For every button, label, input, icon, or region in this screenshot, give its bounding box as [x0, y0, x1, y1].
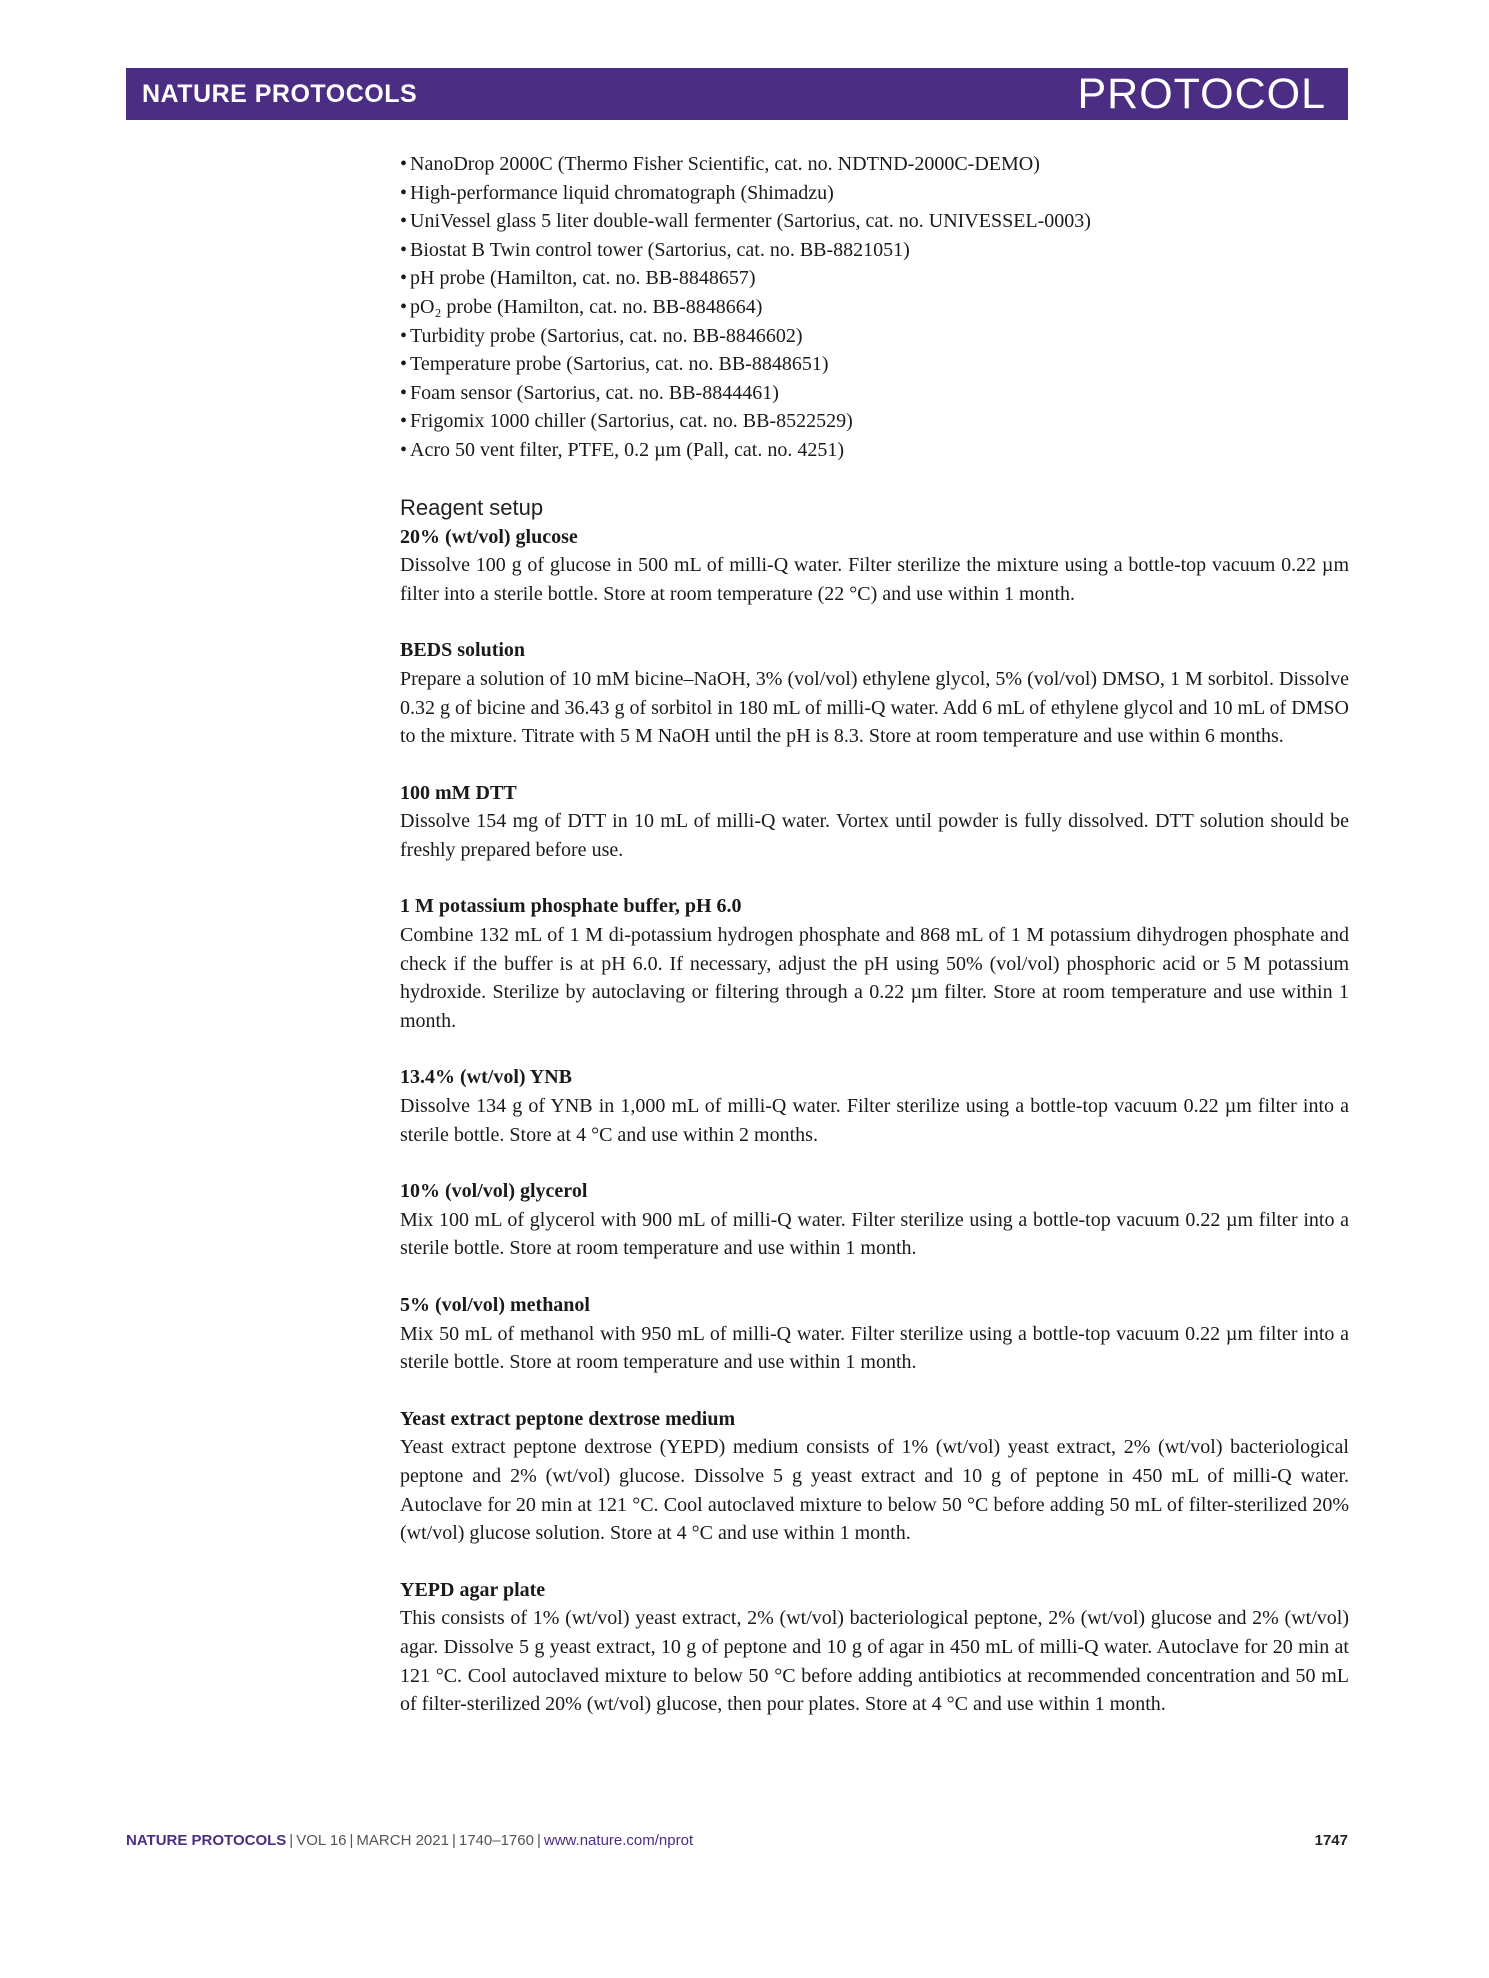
journal-name: NATURE PROTOCOLS — [142, 80, 418, 108]
header-bar — [126, 68, 1348, 120]
list-item: • pH probe (Hamilton, cat. no. BB-8848657) — [400, 267, 756, 290]
reagent-body: Mix 100 mL of glycerol with 900 mL of milli-Q water. Filter sterilize using a bottle-top vacuum 0.22 µm filter into a sterile bottle. Store at room temperature and use within 1 month. — [400, 1208, 1349, 1260]
reagent-body: Combine 132 mL of 1 M di-potassium hydrogen phosphate and 868 mL of 1 M potassium dihydrogen phosphate and check if the buffer is at pH 6.0. If necessary, adjust the pH using 50% (vol/vol) phosphoric acid or 5 M potassium hydroxide. Sterilize by autoclaving or filtering through a 0.22 µm filter. Store at room temperature and use within 1 month. — [400, 924, 1349, 1032]
footer-journal: NATURE PROTOCOLS — [126, 1832, 287, 1849]
list-item: • High-performance liquid chromatograph (Shimadzu) — [400, 181, 834, 204]
page-footer: NATURE PROTOCOLS | VOL 16 | MARCH 2021 | 1740–1760 | www.nature.com/nprot 1747 — [126, 1832, 1348, 1849]
main-content — [400, 150, 1349, 1747]
reagent-entry — [400, 636, 1349, 750]
reagent-title: 20% (wt/vol) glucose — [400, 525, 578, 548]
list-item: • UniVessel glass 5 liter double-wall fermenter (Sartorius, cat. no. UNIVESSEL-0003) — [400, 210, 1091, 233]
reagent-entry — [400, 779, 1349, 865]
list-item: • Foam sensor (Sartorius, cat. no. BB-8844461) — [400, 381, 779, 404]
list-item: • Turbidity probe (Sartorius, cat. no. BB-8846602) — [400, 324, 803, 347]
reagent-body: This consists of 1% (wt/vol) yeast extract, 2% (wt/vol) bacteriological peptone, 2% (wt/vol) glucose and 2% (wt/vol) agar. Dissolve 5 g yeast extract, 10 g of peptone and 10 g of agar in 450 mL of milli-Q water. Autoclave for 20 min at 121 °C. Cool autoclaved mixture to below 50 °C before adding antibiotics at recommended concentration and 50 mL of filter-sterilized 20% (wt/vol) glucose, then pour plates. Store at 4 °C and use within 1 month. — [400, 1607, 1349, 1716]
reagent-body: Yeast extract peptone dextrose (YEPD) medium consists of 1% (wt/vol) yeast extract, 2% (wt/vol) bacteriological peptone and 2% (wt/vol) glucose. Dissolve 5 g yeast extract and 10 g of peptone in 450 mL of milli-Q water. Autoclave for 20 min at 121 °C. Cool autoclaved mixture to below 50 °C before adding 50 mL of filter-sterilized 20% (wt/vol) glucose solution. Store at 4 °C and use within 1 month. — [400, 1436, 1349, 1545]
reagent-title: YEPD agar plate — [400, 1578, 546, 1601]
list-item: • Temperature probe (Sartorius, cat. no. BB-8848651) — [400, 353, 829, 376]
footer-url-link[interactable]: www.nature.com/nprot — [543, 1832, 694, 1849]
list-item: • Acro 50 vent filter, PTFE, 0.2 µm (Pall, cat. no. 4251) — [400, 438, 844, 461]
reagent-entry — [400, 1177, 1349, 1263]
reagent-entry — [400, 1063, 1349, 1149]
reagent-title: 1 M potassium phosphate buffer, pH 6.0 — [400, 895, 742, 918]
page-number: 1747 — [1314, 1832, 1348, 1849]
reagent-entry — [400, 523, 1349, 609]
reagent-entry — [400, 1576, 1349, 1719]
reagent-entry — [400, 1291, 1349, 1377]
reagent-body: Mix 50 mL of methanol with 950 mL of milli-Q water. Filter sterilize using a bottle-top vacuum 0.22 µm filter into a sterile bottle. Store at room temperature and use within 1 month. — [400, 1322, 1349, 1374]
reagent-body: Dissolve 100 g of glucose in 500 mL of milli-Q water. Filter sterilize the mixture using a bottle-top vacuum 0.22 µm filter into a sterile bottle. Store at room temperature (22 °C) and use within 1 month. — [400, 554, 1349, 605]
reagent-title: 10% (vol/vol) glycerol — [400, 1180, 588, 1203]
footer-pages: 1740–1760 — [458, 1832, 534, 1849]
list-item: • NanoDrop 2000C (Thermo Fisher Scientific, cat. no. NDTND-2000C-DEMO) — [400, 153, 1040, 175]
reagent-body: Dissolve 134 g of YNB in 1,000 mL of milli-Q water. Filter sterilize using a bottle-top vacuum 0.22 µm filter into a sterile bottle. Store at 4 °C and use within 2 months. — [400, 1095, 1349, 1146]
reagent-title: 5% (vol/vol) methanol — [400, 1294, 590, 1316]
article-type: PROTOCOL — [1077, 70, 1326, 118]
footer-date: MARCH 2021 — [356, 1832, 449, 1849]
reagent-title: 100 mM DTT — [400, 781, 517, 804]
reagent-entry — [400, 1405, 1349, 1548]
footer-volume: VOL 16 — [296, 1832, 347, 1849]
reagent-body: Dissolve 154 mg of DTT in 10 mL of milli-Q water. Vortex until powder is fully dissolved. DTT solution should be freshly prepared before use. — [400, 810, 1349, 861]
list-item: • pO₂ probe (Hamilton, cat. no. BB-8848664) — [400, 295, 763, 318]
reagent-title: Yeast extract peptone dextrose medium — [400, 1407, 736, 1430]
list-item: • Frigomix 1000 chiller (Sartorius, cat. no. BB-8522529) — [400, 410, 853, 433]
reagent-title: BEDS solution — [400, 639, 526, 662]
reagent-title: 13.4% (wt/vol) YNB — [400, 1066, 573, 1089]
list-item: • Biostat B Twin control tower (Sartorius, cat. no. BB-8821051) — [400, 238, 910, 261]
equipment-list — [400, 150, 1349, 465]
reagent-entry — [400, 892, 1349, 1035]
section-heading: Reagent setup — [400, 494, 544, 520]
reagent-body: Prepare a solution of 10 mM bicine–NaOH, 3% (vol/vol) ethylene glycol, 5% (vol/vol) DMSO, 1 M sorbitol. Dissolve 0.32 g of bicine and 36.43 g of sorbitol in 180 mL of milli-Q water. Add 6 mL of ethylene glycol and 10 mL of DMSO to the mixture. Titrate with 5 M NaOH until the pH is 8.3. Store at room temperature and use within 6 months. — [400, 667, 1349, 748]
